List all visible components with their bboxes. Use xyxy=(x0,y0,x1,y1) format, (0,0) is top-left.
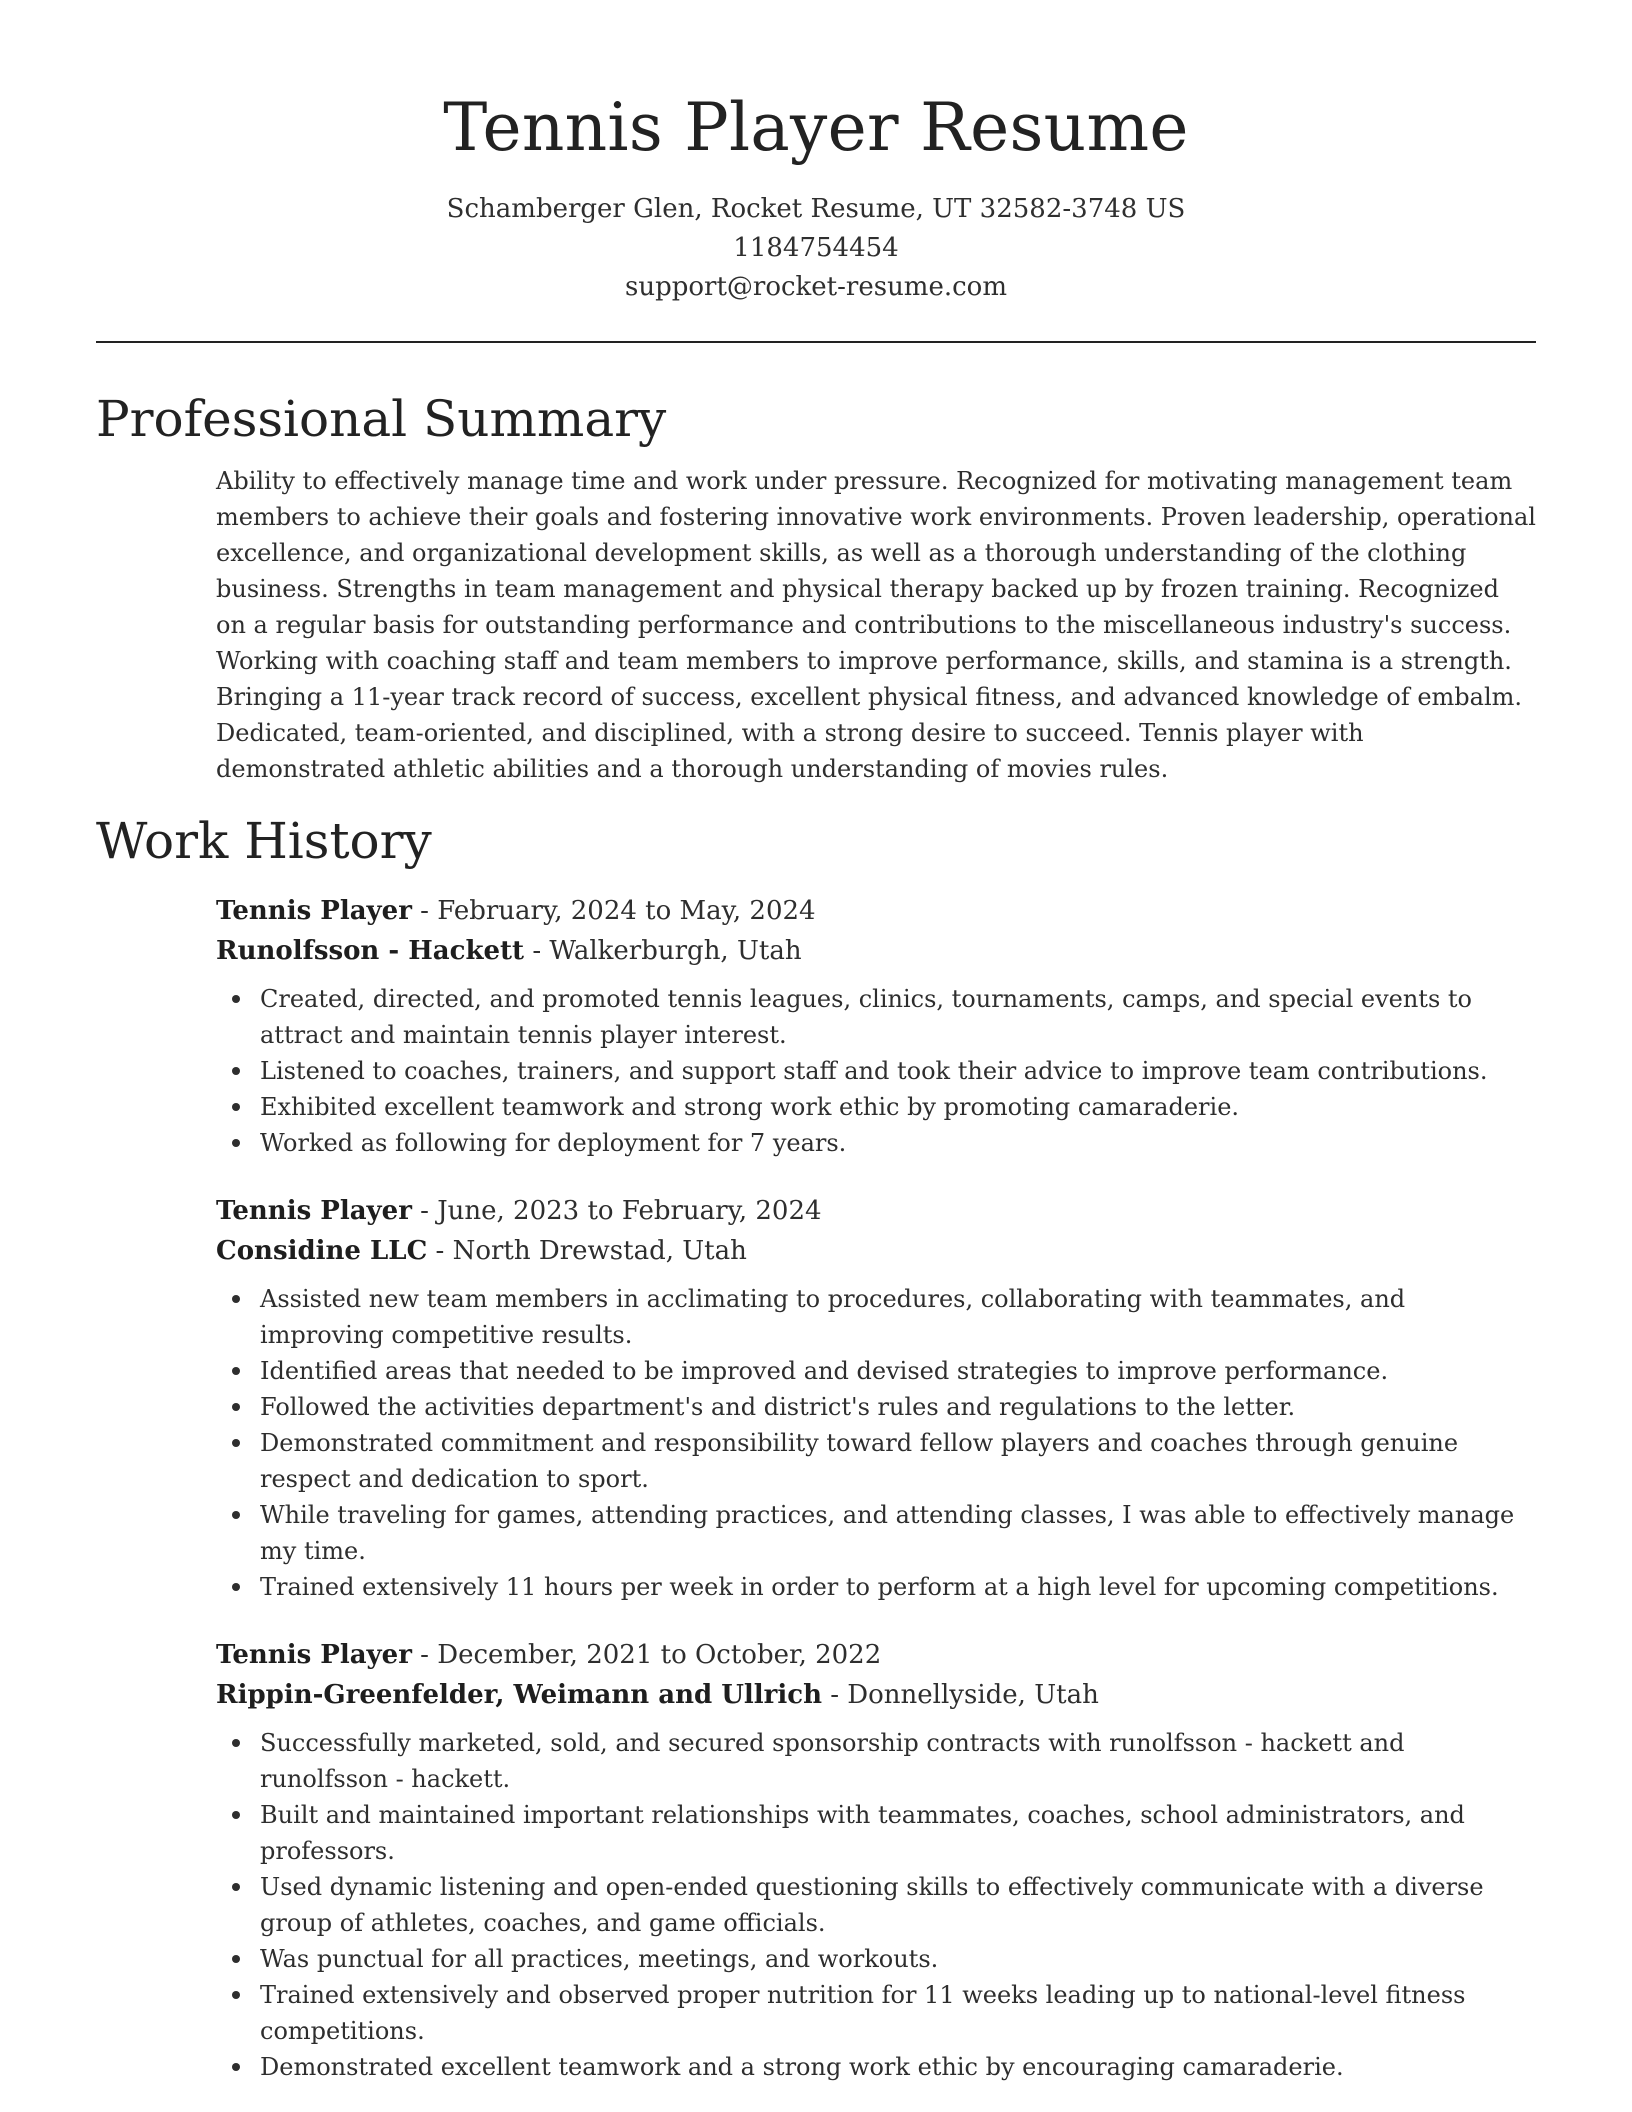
job-location: - Walkerburgh, Utah xyxy=(524,936,802,966)
list-item: Identified areas that needed to be improved and devised strategies to improve performance. xyxy=(260,1353,1536,1389)
job-company: Considine LLC xyxy=(216,1236,428,1266)
resume-page xyxy=(96,0,1536,2085)
job-title: Tennis Player xyxy=(216,1196,412,1226)
job-company-line xyxy=(216,1231,1536,1271)
list-item: Used dynamic listening and open-ended questioning skills to effectively communicate with a diverse group of athletes, coaches, and game officials. xyxy=(260,1869,1536,1941)
job-dates: - February, 2024 to May, 2024 xyxy=(411,896,816,926)
header-divider xyxy=(96,341,1536,343)
job-title-line xyxy=(216,1191,1536,1231)
list-item: Was punctual for all practices, meetings, and workouts. xyxy=(260,1941,1536,1977)
job-company: Runolfsson - Hackett xyxy=(216,936,525,966)
list-item: Demonstrated excellent teamwork and a strong work ethic by encouraging camaraderie. xyxy=(260,2049,1536,2085)
job-title: Tennis Player xyxy=(216,896,412,926)
job-title-line xyxy=(216,1635,1536,1675)
list-item: Successfully marketed, sold, and secured sponsorship contracts with runolfsson - hackett and runolfsson - hackett. xyxy=(260,1725,1536,1797)
work-history-heading: Work History xyxy=(96,812,432,870)
job-entry xyxy=(216,891,1536,1161)
list-item: Created, directed, and promoted tennis leagues, clinics, tournaments, camps, and special events to attract and maintain tennis player interest. xyxy=(260,981,1536,1053)
job-title: Tennis Player xyxy=(216,1640,412,1670)
job-bullets xyxy=(216,1281,1536,1605)
job-company-line xyxy=(216,1675,1536,1715)
list-item: Worked as following for deployment for 7 years. xyxy=(260,1125,1536,1161)
job-bullets xyxy=(216,1725,1536,2085)
list-item: Built and maintained important relationships with teammates, coaches, school administrators, and professors. xyxy=(260,1797,1536,1869)
list-item: Assisted new team members in acclimating to procedures, collaborating with teammates, and improving competitive results. xyxy=(260,1281,1536,1353)
job-location: - Donnellyside, Utah xyxy=(821,1680,1099,1710)
phone: 1184754454 xyxy=(733,233,899,263)
email: support@rocket-resume.com xyxy=(624,272,1007,302)
list-item: Exhibited excellent teamwork and strong work ethic by promoting camaraderie. xyxy=(260,1089,1536,1125)
list-item: While traveling for games, attending practices, and attending classes, I was able to effectively manage my time. xyxy=(260,1497,1536,1569)
job-dates: - December, 2021 to October, 2022 xyxy=(411,1640,882,1670)
job-entry xyxy=(216,1191,1536,1605)
job-company-line xyxy=(216,931,1536,971)
summary-text: Ability to effectively manage time and work under pressure. Recognized for motivating management team members to achieve their goals and fostering innovative work environments. Proven leadership, operational excellence, and organizational development skills, as well as a thorough understanding of the clothing business. Strengths in team management and physical therapy backed up by frozen training. Recognized on a regular basis for outstanding performance and contributions to the miscellaneous industry's success. Working with coaching staff and team members to improve performance, skills, and stamina is a strength. Bringing a 11-year track record of success, excellent physical fitness, and advanced knowledge of embalm. Dedicated, team-oriented, and disciplined, with a strong desire to succeed. Tennis player with demonstrated athletic abilities and a thorough understanding of movies rules. xyxy=(216,467,1536,783)
list-item: Listened to coaches, trainers, and support staff and took their advice to improve team contributions. xyxy=(260,1053,1536,1089)
list-item: Trained extensively and observed proper nutrition for 11 weeks leading up to national-level fitness competitions. xyxy=(260,1977,1536,2049)
summary-heading: Professional Summary xyxy=(96,390,667,448)
contact-block xyxy=(96,190,1536,307)
job-title-line xyxy=(216,891,1536,931)
address: Schamberger Glen, Rocket Resume, UT 32582-3748 US xyxy=(446,194,1186,224)
list-item: Demonstrated commitment and responsibility toward fellow players and coaches through genuine respect and dedication to sport. xyxy=(260,1425,1536,1497)
work-history-list xyxy=(216,891,1536,2085)
job-location: - North Drewstad, Utah xyxy=(427,1236,747,1266)
list-item: Trained extensively 11 hours per week in order to perform at a high level for upcoming competitions. xyxy=(260,1569,1536,1605)
list-item: Followed the activities department's and district's rules and regulations to the letter. xyxy=(260,1389,1536,1425)
resume-header xyxy=(96,0,1536,307)
job-entry xyxy=(216,1635,1536,2085)
job-dates: - June, 2023 to February, 2024 xyxy=(411,1196,822,1226)
job-bullets xyxy=(216,981,1536,1161)
resume-title: Tennis Player Resume xyxy=(443,89,1189,166)
job-company: Rippin-Greenfelder, Weimann and Ullrich xyxy=(216,1680,822,1710)
